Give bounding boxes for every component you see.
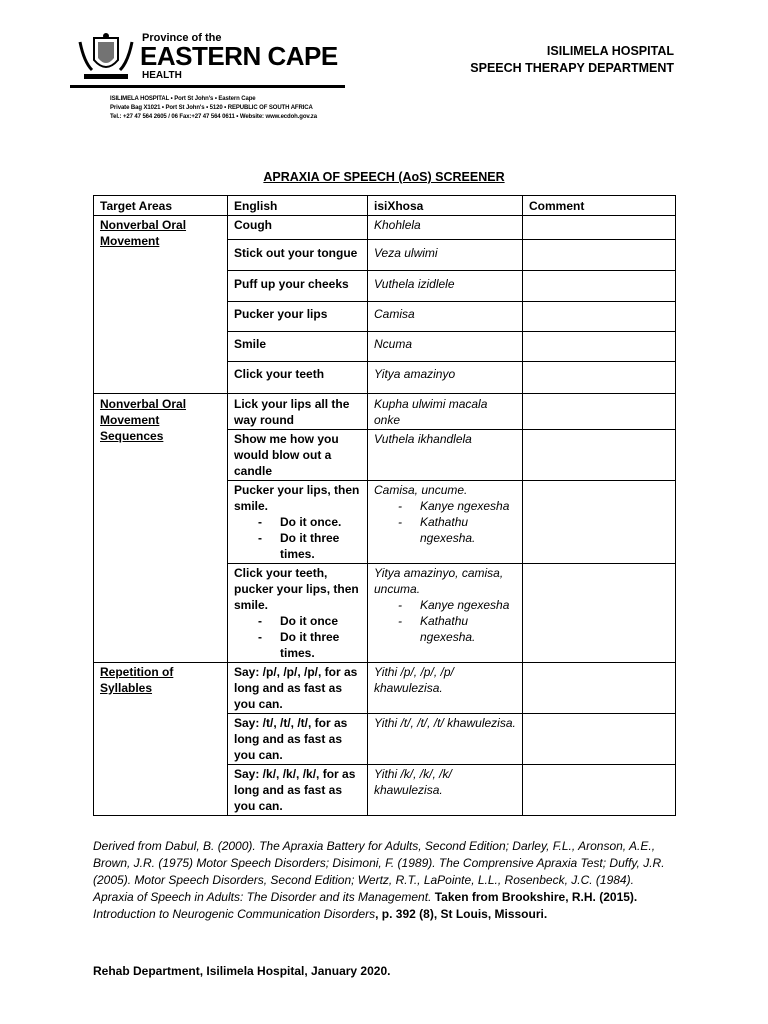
english-instruction: Pucker your lips, then smile.	[234, 483, 360, 513]
english-sub-list	[234, 514, 361, 562]
xhosa-cell: Kupha ulwimi macala onke	[368, 394, 523, 430]
english-cell: Pucker your lips	[228, 302, 368, 332]
letterhead-address-3: Tel.: +27 47 564 2605 / 06 Fax:+27 47 564 0611 • Website: www.ecdoh.gov.za	[110, 114, 317, 120]
references-citation-details: , p. 392 (8), St Louis, Missouri.	[375, 907, 548, 921]
xhosa-sub-item: - Kathathu ngexesha.	[374, 613, 516, 645]
english-cell: Say: /t/, /t/, /t/, for as long and as fast as you can.	[228, 714, 368, 765]
department-name: SPEECH THERAPY DEPARTMENT	[470, 61, 674, 75]
english-sub-item: - Do it three times.	[234, 629, 361, 661]
english-cell: Click your teeth	[228, 362, 368, 394]
references-taken-from: Taken from Brookshire, R.H. (2015).	[431, 890, 638, 904]
target-area-cell: Nonverbal Oral Movement	[94, 216, 228, 394]
letterhead-rule	[70, 85, 345, 88]
english-cell: Lick your lips all the way round	[228, 394, 368, 430]
column-header: Comment	[523, 196, 676, 216]
coat-of-arms-icon	[74, 32, 138, 82]
english-cell: Puff up your cheeks	[228, 271, 368, 302]
english-cell: Smile	[228, 332, 368, 362]
english-sub-item: - Do it three times.	[234, 530, 361, 562]
table-row	[94, 216, 676, 240]
comment-cell[interactable]	[523, 362, 676, 394]
english-cell: Say: /k/, /k/, /k/, for as long and as fast as you can.	[228, 765, 368, 816]
comment-cell[interactable]	[523, 564, 676, 663]
target-area-cell: Nonverbal Oral Movement Sequences	[94, 394, 228, 663]
english-instruction: Click your teeth, pucker your lips, then smile.	[234, 566, 359, 612]
xhosa-cell	[368, 564, 523, 663]
comment-cell[interactable]	[523, 394, 676, 430]
xhosa-sub-item: - Kanye ngexesha	[374, 597, 516, 613]
column-header: English	[228, 196, 368, 216]
references-sources: Derived from Dabul, B. (2000). The Apraxia Battery for Adults, Second Edition; Darley, F.L., Aronson, A.E., Brown, J.R. (1975) Motor Speech Disorders; Disimoni, F. (1989). The Comprensive Apraxia Test; Duffy, J.R. (2005). Motor Speech Disorders, Second Edition; Wertz, R.T., LaPointe, L.L., Rosenbeck, J.C. (1984). Apraxia of Speech in Adults: The Disorder and its Management.	[93, 839, 665, 904]
comment-cell[interactable]	[523, 663, 676, 714]
table-header-row	[94, 196, 676, 216]
xhosa-instruction: Camisa, uncume.	[374, 483, 468, 497]
comment-cell[interactable]	[523, 271, 676, 302]
comment-cell[interactable]	[523, 240, 676, 271]
xhosa-cell: Yithi /t/, /t/, /t/ khawulezisa.	[368, 714, 523, 765]
comment-cell[interactable]	[523, 302, 676, 332]
references-book-title: Introduction to Neurogenic Communication Disorders	[93, 907, 376, 921]
xhosa-sub-item: - Kanye ngexesha	[374, 498, 516, 514]
xhosa-instruction: Yitya amazinyo, camisa, uncuma.	[374, 566, 504, 596]
xhosa-cell: Vuthela izidlele	[368, 271, 523, 302]
letterhead-logo	[70, 30, 345, 128]
letterhead-address-1: ISILIMELA HOSPITAL • Port St John's • Eastern Cape	[110, 96, 256, 102]
xhosa-cell: Yithi /p/, /p/, /p/ khawulezisa.	[368, 663, 523, 714]
screener-table	[93, 195, 676, 816]
comment-cell[interactable]	[523, 481, 676, 564]
english-sub-item: - Do it once.	[234, 514, 361, 530]
xhosa-sub-item: - Kathathu ngexesha.	[374, 514, 516, 546]
xhosa-cell: Khohlela	[368, 216, 523, 240]
comment-cell[interactable]	[523, 430, 676, 481]
letterhead-province: Province of the	[142, 32, 222, 44]
xhosa-cell: Camisa	[368, 302, 523, 332]
letterhead-name: EASTERN CAPE	[140, 41, 338, 71]
letterhead-dept: HEALTH	[142, 70, 182, 81]
hospital-name: ISILIMELA HOSPITAL	[546, 44, 674, 58]
comment-cell[interactable]	[523, 216, 676, 240]
target-area-cell: Repetition of Syllables	[94, 663, 228, 816]
xhosa-cell	[368, 481, 523, 564]
xhosa-sub-list	[374, 498, 516, 546]
xhosa-cell: Yitya amazinyo	[368, 362, 523, 394]
comment-cell[interactable]	[523, 765, 676, 816]
comment-cell[interactable]	[523, 332, 676, 362]
table-row	[94, 663, 676, 714]
footer-note: Rehab Department, Isilimela Hospital, January 2020.	[93, 964, 391, 978]
comment-cell[interactable]	[523, 714, 676, 765]
english-cell	[228, 481, 368, 564]
references-paragraph	[93, 838, 673, 923]
english-sub-list	[234, 613, 361, 661]
xhosa-cell: Ncuma	[368, 332, 523, 362]
table-row	[94, 394, 676, 430]
page-title: APRAXIA OF SPEECH (AoS) SCREENER	[263, 170, 505, 184]
column-header: Target Areas	[94, 196, 228, 216]
xhosa-sub-list	[374, 597, 516, 645]
english-sub-item: - Do it once	[234, 613, 361, 629]
xhosa-cell: Yithi /k/, /k/, /k/ khawulezisa.	[368, 765, 523, 816]
column-header: isiXhosa	[368, 196, 523, 216]
letterhead-address-2: Private Bag X1021 • Port St John's • 5120 • REPUBLIC OF SOUTH AFRICA	[110, 105, 313, 111]
english-cell: Stick out your tongue	[228, 240, 368, 271]
xhosa-cell: Veza ulwimi	[368, 240, 523, 271]
english-cell: Show me how you would blow out a candle	[228, 430, 368, 481]
english-cell: Cough	[228, 216, 368, 240]
english-cell	[228, 564, 368, 663]
english-cell: Say: /p/, /p/, /p/, for as long and as fast as you can.	[228, 663, 368, 714]
xhosa-cell: Vuthela ikhandlela	[368, 430, 523, 481]
